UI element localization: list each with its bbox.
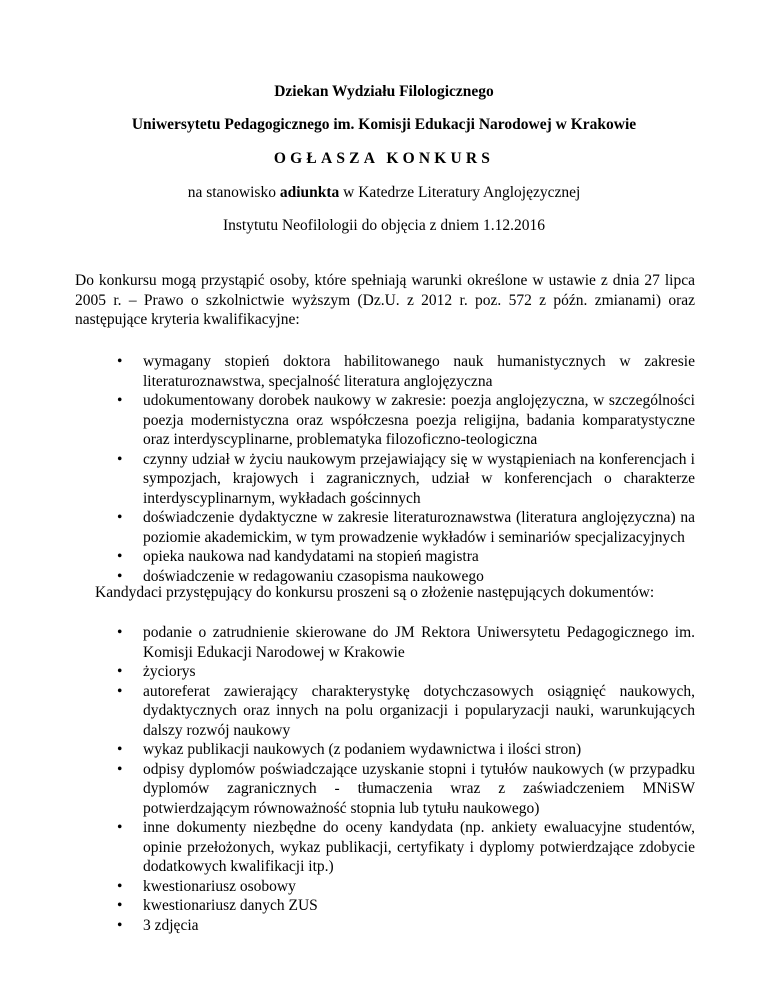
criteria-item: • czynny udział w życiu naukowym przejawiający się w wystąpieniach na konferencjach i sympozjach, krajowych i zagranicznych, udział w konferencjach o charakterze interdyscyplinarnym, wykładach gościnnych [117, 450, 695, 509]
criteria-item: • wymagany stopień doktora habilitowanego nauk humanistycznych w zakresie literaturoznawstwa, specjalność literatura anglojęzyczna [117, 352, 695, 391]
criteria-item: • doświadczenie w redagowaniu czasopisma naukowego [117, 567, 695, 587]
document-item: • życiorys [117, 662, 695, 682]
announcement-heading: OGŁASZA KONKURS [273, 150, 495, 167]
criteria-item: • doświadczenie dydaktyczne w zakresie literaturoznawstwa (literatura anglojęzyczna) na poziomie akademickim, w tym prowadzenie wykładów i seminariów specjalizacyjnych [117, 508, 695, 547]
document-item: • podanie o zatrudnienie skierowane do JM Rektora Uniwersytetu Pedagogicznego im. Komisji Edukacji Narodowej w Krakowie [117, 623, 695, 662]
criteria-list [117, 352, 695, 586]
position-line [0, 184, 768, 202]
university-heading: Uniwersytetu Pedagogicznego im. Komisji Edukacji Narodowej w Krakowie [131, 116, 637, 133]
document-item: • inne dokumenty niezbędne do oceny kandydata (np. ankiety ewaluacyjne studentów, opinie przełożonych, wykaz publikacji, certyfikaty i dyplomy potwierdzające zdobycie dodatkowych kwalifikacji itp.) [117, 818, 695, 877]
documents-intro: Kandydaci przystępujący do konkursu proszeni są o złożenie następujących dokumentów: [95, 584, 655, 601]
document-item: • autoreferat zawierający charakterystykę dotychczasowych osiągnięć naukowych, dydaktycznych oraz innych na polu organizacji i popularyzacji nauki, warunkujących dalszy rozwój naukowy [117, 682, 695, 741]
criteria-item: • udokumentowany dorobek naukowy w zakresie: poezja anglojęzyczna, w szczególności poezja modernistyczna oraz współczesna poezja religijna, badania komparatystyczne oraz interdyscyplinarne, problematyka filozoficzno-teologiczna [117, 391, 695, 450]
document-item: • wykaz publikacji naukowych (z podaniem wydawnictwa i ilości stron) [117, 740, 695, 760]
document-item: • kwestionariusz danych ZUS [117, 896, 695, 916]
institute-line: Instytutu Neofilologii do objęcia z dniem 1.12.2016 [222, 217, 545, 234]
intro-paragraph: Do konkursu mogą przystąpić osoby, które spełniają warunki określone w ustawie z dnia 27 lipca 2005 r. – Prawo o szkolnictwie wyższym (Dz.U. z 2012 r. poz. 572 z późn. zmianami) oraz następujące kryteria kwalifikacyjne: [75, 272, 695, 328]
position-suffix: w Katedrze Literatury Anglojęzycznej [339, 184, 581, 201]
position-title: adiunkta [279, 184, 340, 201]
criteria-item: • opieka naukowa nad kandydatami na stopień magistra [117, 547, 695, 567]
document-item: • kwestionariusz osobowy [117, 877, 695, 897]
document-item: • 3 zdjęcia [117, 916, 695, 936]
document-item: • odpisy dyplomów poświadczające uzyskanie stopni i tytułów naukowych (w przypadku dyplomów zagranicznych - tłumaczenia wraz z zaświadczeniem MNiSW potwierdzającym równoważność stopnia lub tytułu naukowego) [117, 760, 695, 819]
position-prefix: na stanowisko [187, 184, 280, 201]
documents-list [117, 623, 695, 935]
dean-heading: Dziekan Wydziału Filologicznego [274, 83, 494, 100]
